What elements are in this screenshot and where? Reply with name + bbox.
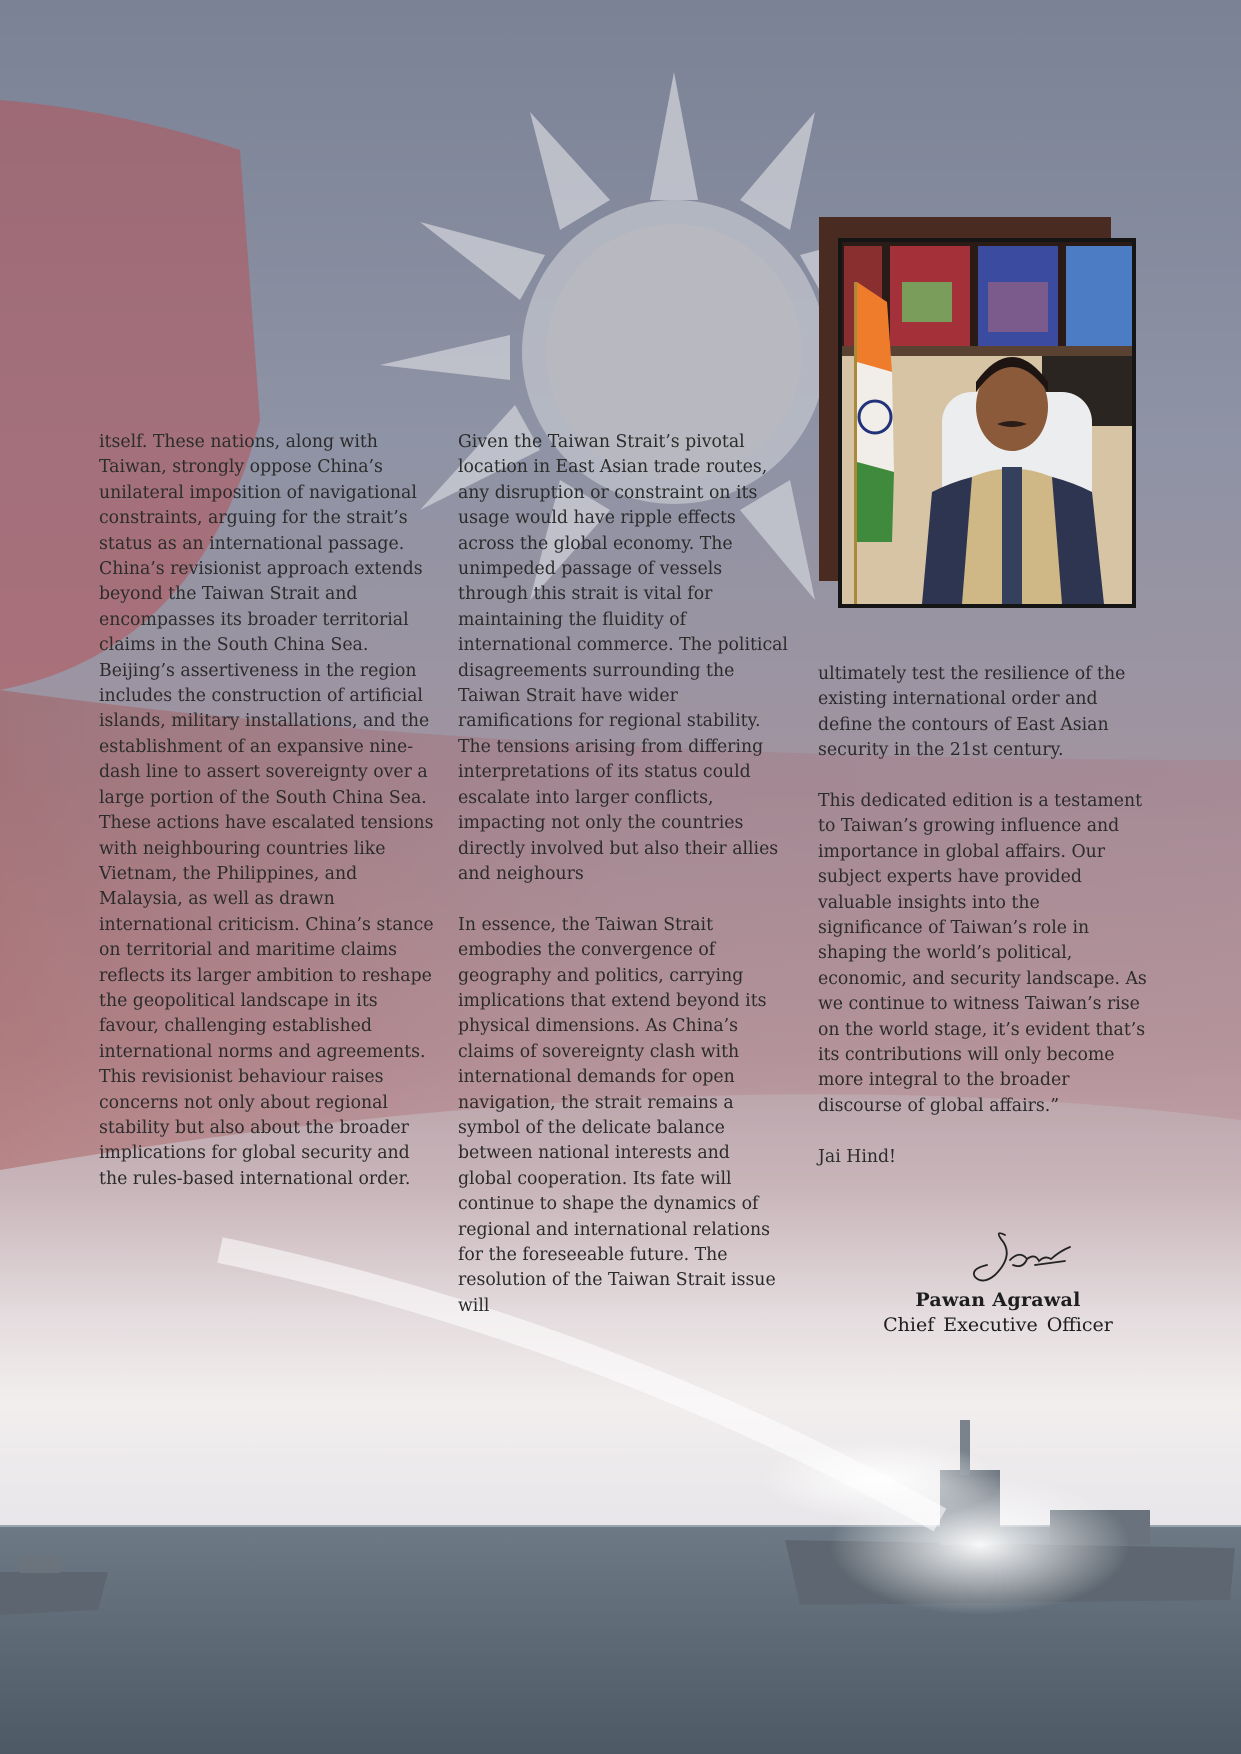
article-column-2 — [458, 430, 788, 1319]
author-photo — [838, 238, 1136, 608]
paragraph: ultimately test the resilience of the existing international order and define the contours of East Asian security in the 21st century. — [818, 664, 1126, 761]
paragraph: This dedicated edition is a testament to Taiwan’s growing influence and importance in global affairs. Our subject experts have provided valuable insights into the significance of Taiwan’s role in shaping the world’s political, economic, and security landscape. As we continue to witness Taiwan’s rise on the world stage, it’s evident that’s its contributions will only become more integral to the broader discourse of global affairs.” — [818, 791, 1147, 1116]
signature-icon — [965, 1225, 1075, 1287]
paragraph: Given the Taiwan Strait’s pivotal location in East Asian trade routes, any disruption or constraint on its usage would have ripple effects across the global economy. The unimpeded passage of vessels through this strait is vital for maintaining the fluidity of international commerce. The political disagreements surrounding the Taiwan Strait have wider ramifications for regional stability. The tensions arising from differing interpretations of its status could escalate into larger conflicts, impacting not only the countries directly involved but also their allies and neighours — [458, 432, 788, 884]
paragraph: itself. These nations, along with Taiwan, strongly oppose China’s unilateral imposition of navigational constraints, arguing for the strait’s status as an international passage. China’s revisionist approach extends beyond the Taiwan Strait and encompasses its broader territorial claims in the South China Sea. Beijing’s assertiveness in the region includes the construction of artificial islands, military installations, and the establishment of an expansive nine-dash line to assert sovereignty over a large portion of the South China Sea. These actions have escalated tensions with neighbouring countries like Vietnam, the Philippines, and Malaysia, as well as drawn international criticism. China’s stance on territorial and maritime claims reflects its larger ambition to reshape the geopolitical landscape in its favour, challenging established international norms and agreements. This revisionist behaviour raises concerns not only about regional stability but also about the broader implications for global security and the rules-based international order. — [99, 432, 434, 1189]
closing-line: Jai Hind! — [818, 1146, 896, 1167]
article-column-1 — [99, 430, 435, 1192]
signatory-name: Pawan Agrawal — [915, 1289, 1081, 1311]
signatory-title: Chief Executive Officer — [883, 1314, 1113, 1336]
article-column-3 — [818, 662, 1148, 1170]
paragraph: In essence, the Taiwan Strait embodies the convergence of geography and politics, carrying implications that extend beyond its physical dimensions. As China’s claims of sovereignty clash with international demands for open navigation, the strait remains a symbol of the delicate balance between national interests and global cooperation. Its fate will continue to shape the dynamics of regional and international relations for the foreseeable future. The resolution of the Taiwan Strait issue will — [458, 914, 776, 1316]
